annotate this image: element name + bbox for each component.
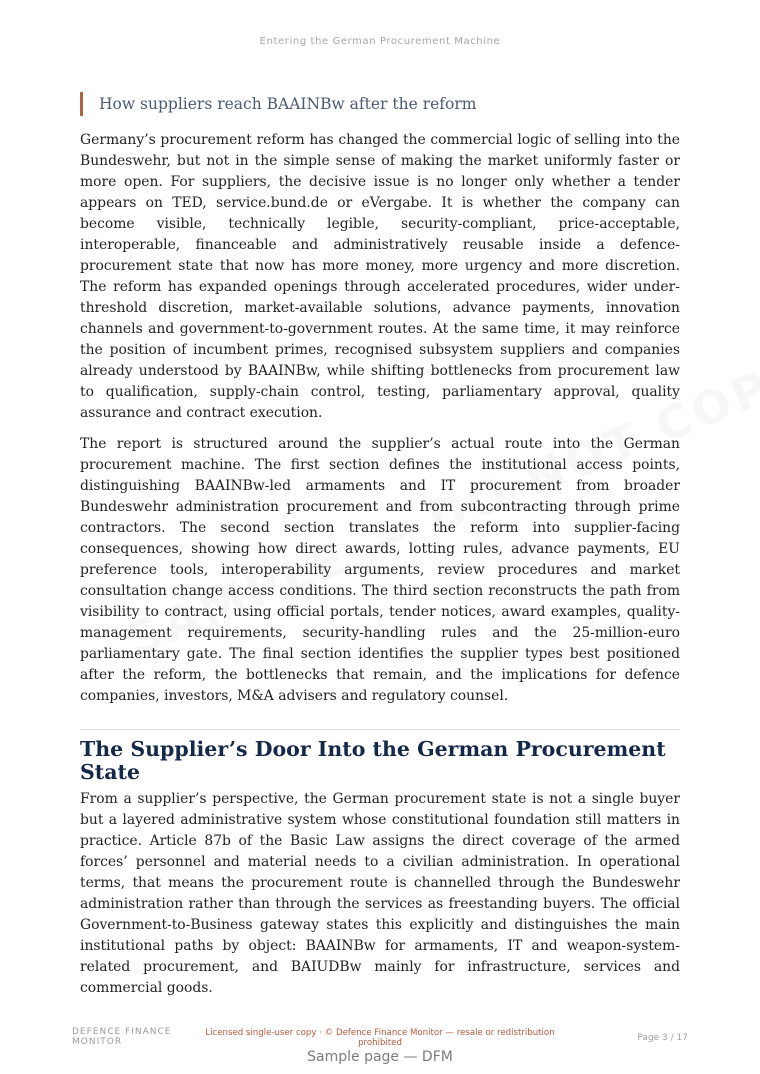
section-paragraph-1: From a supplier’s perspective, the German procurement state is not a single buyer but a layered administrative system whose constitutional foundation still matters in practice. Article 87b of the Basic Law assigns the direct coverage of the armed forces’ personnel and material needs to a civilian administration. In operational terms, that means the procurement route is channelled through the Bundeswehr administration rather than through the services as freestanding buyers. The official Government-to-Business gateway states this explicitly and distinguishes the main institutional paths by object: BAAINBw for armaments, IT and weapon-system-related procurement, and BAIUDBw mainly for infrastructure, services and commercial goods. [80,791,680,996]
sample-label: Sample page — DFM [307,1049,453,1065]
publisher-name-line-1: DEFENCE FINANCE [72,1027,172,1037]
publisher-name [72,1027,192,1047]
page-number: Page 3 / 17 [637,1033,688,1043]
section-divider [80,729,680,730]
page-content [80,92,680,1009]
section-kicker: How suppliers reach BAAINBw after the reform [80,92,680,116]
section-heading: The Supplier’s Door Into the German Procurement State [80,737,666,784]
publisher-name-line-2: MONITOR [72,1037,123,1047]
license-notice: Licensed single-user copy · © Defence Finance Monitor — resale or redistribution prohibited [205,1028,555,1048]
running-header: Entering the German Procurement Machine [259,36,501,47]
intro-paragraph-2: The report is structured around the supplier’s actual route into the German procurement machine. The first section defines the institutional access points, distinguishing BAAINBw-led armaments and IT procurement from broader Bundeswehr administration procurement and from subcontracting through prime contractors. The second section translates the reform into supplier-facing consequences, showing how direct awards, lotting rules, advance payments, EU preference tools, interoperability arguments, review procedures and market consultation change access conditions. The third section reconstructs the path from visibility to contract, using official portals, tender notices, award examples, quality-management requirements, security-handling rules and the 25-million-euro parliamentary gate. The final section identifies the supplier types best positioned after the reform, the bottlenecks that remain, and the implications for defence companies, investors, M&A advisers and regulatory counsel. [80,436,680,704]
intro-paragraph-1: Germany’s procurement reform has changed the commercial logic of selling into the Bundeswehr, but not in the simple sense of making the market uniformly faster or more open. For suppliers, the decisive issue is no longer only whether a tender appears on TED, service.bund.de or eVergabe. It is whether the company can become visible, technically legible, security-compliant, price-acceptable, interoperable, financeable and administratively reusable inside a defence-procurement state that now has more money, more urgency and more discretion. The reform has expanded openings through accelerated procedures, wider under-threshold discretion, market-available solutions, advance payments, innovation channels and government-to-government routes. At the same time, it may reinforce the position of incumbent primes, recognised subsystem suppliers and companies already understood by BAAINBw, while shifting bottlenecks from procurement law to qualification, supply-chain control, testing, parliamentary approval, quality assurance and contract execution. [80,132,680,421]
